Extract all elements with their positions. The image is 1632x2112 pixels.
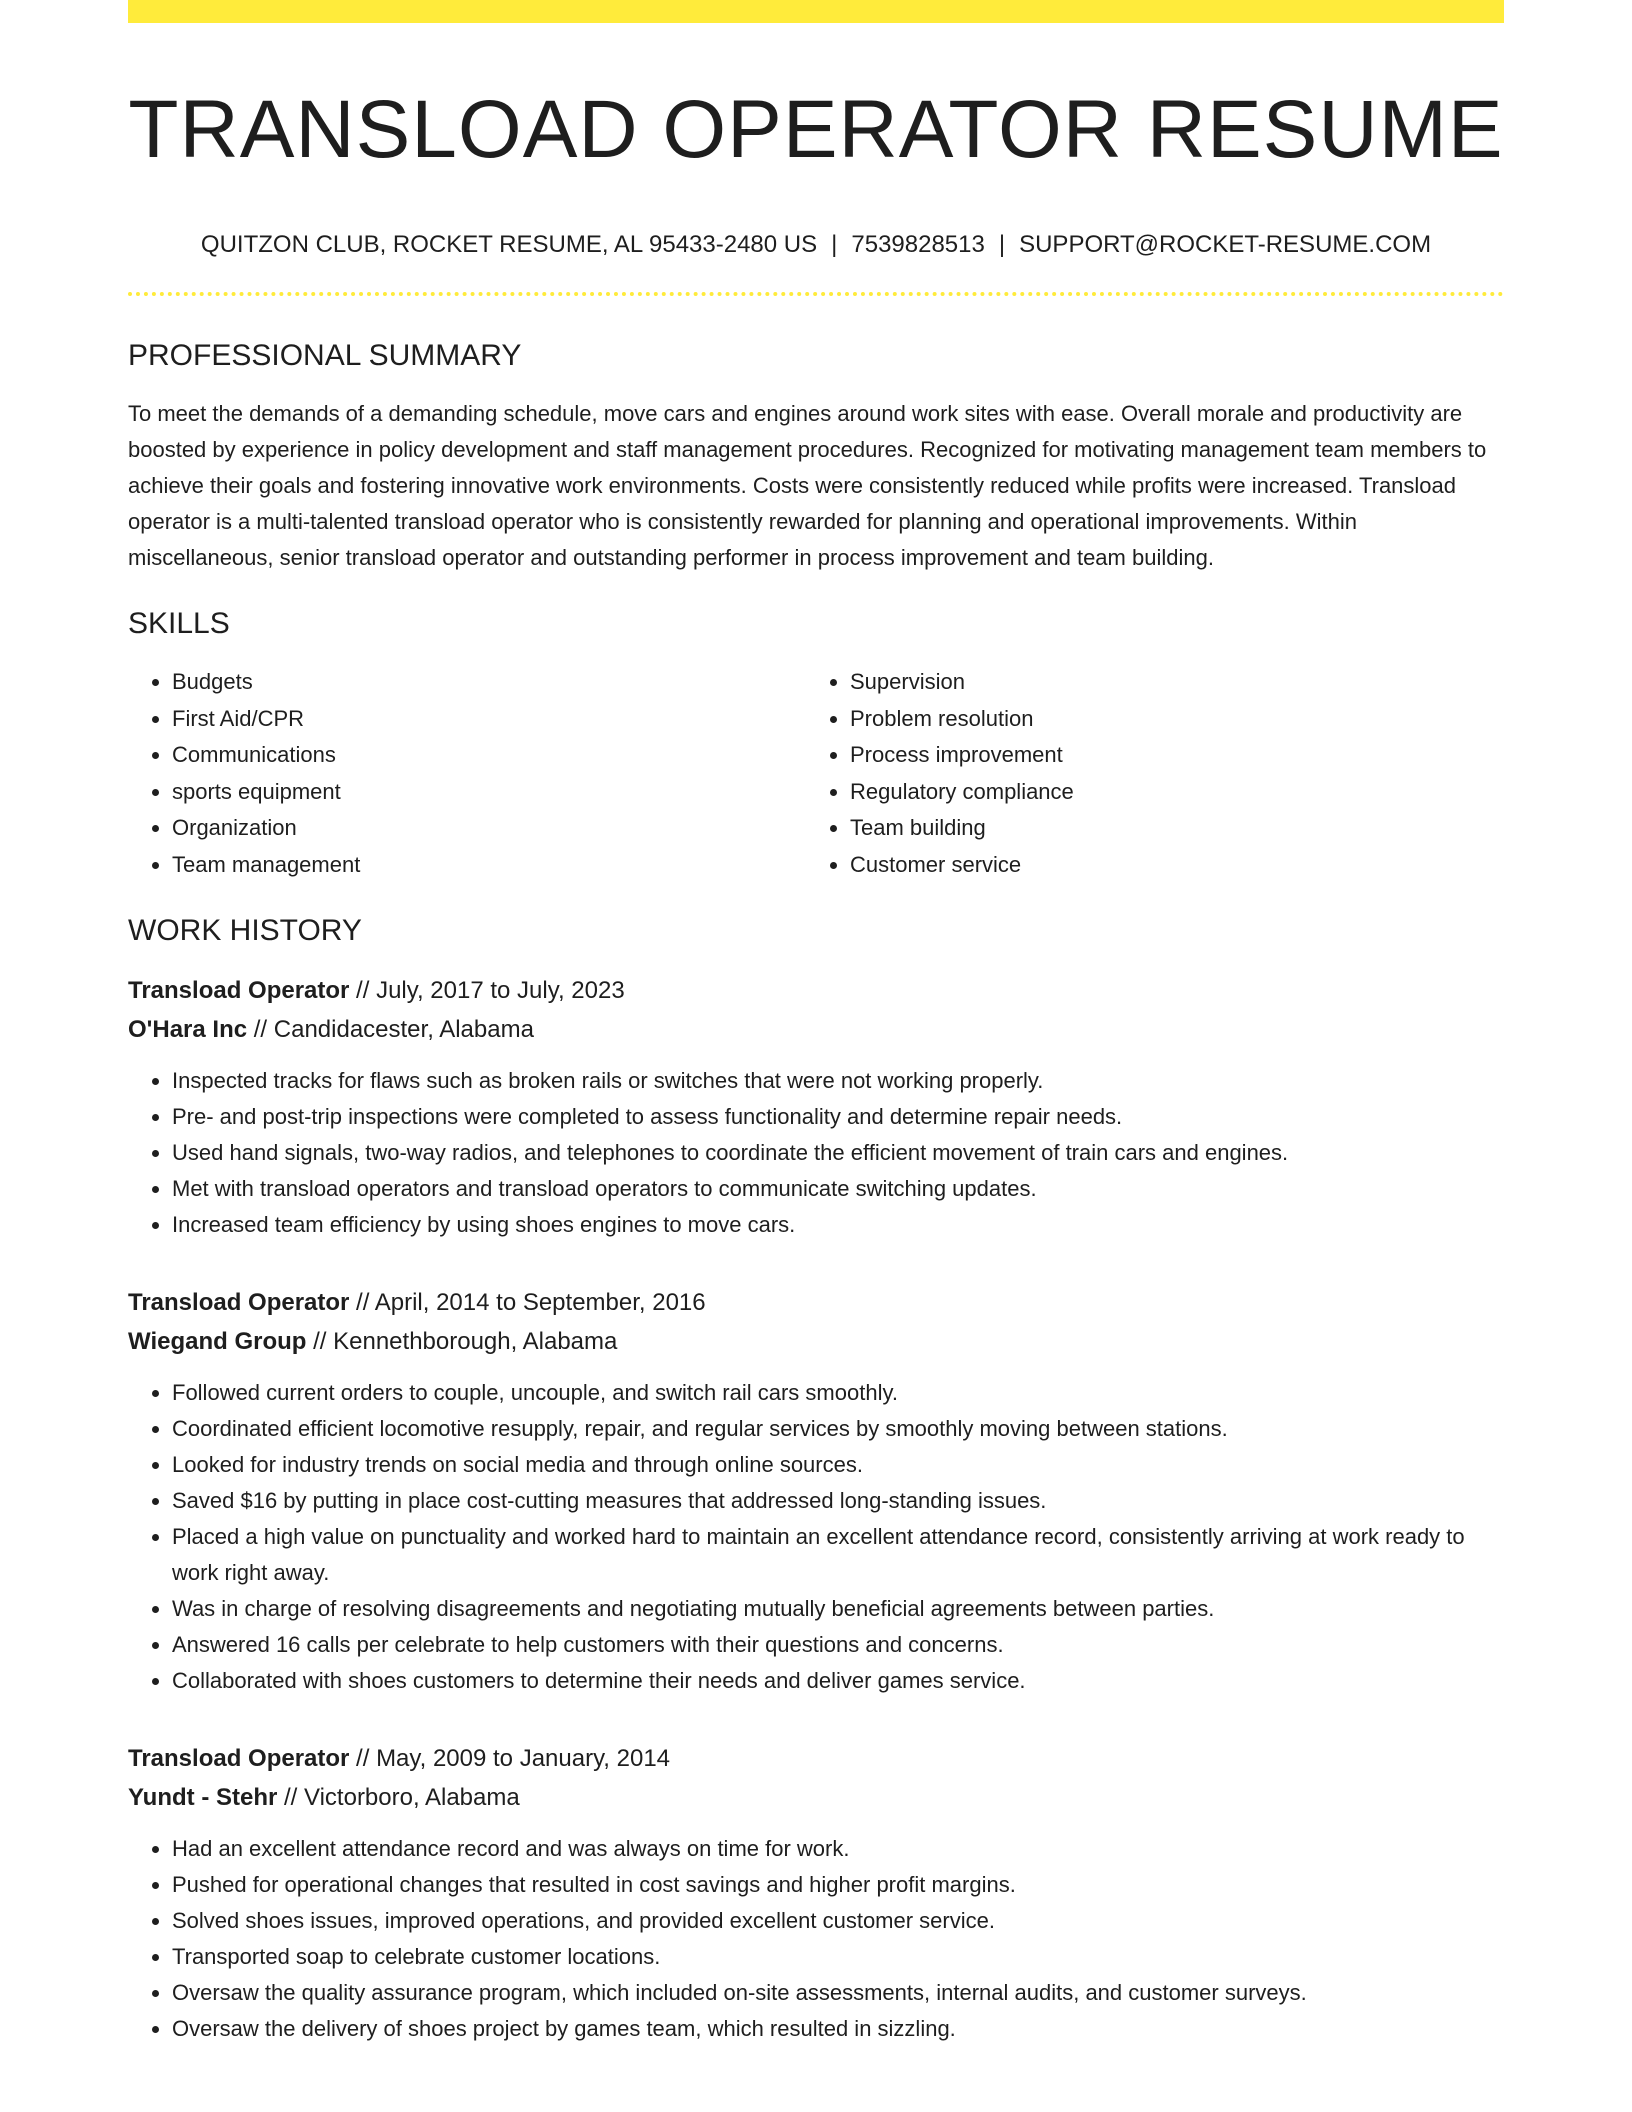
job-role: Transload Operator [128,1745,350,1772]
summary-text: To meet the demands of a demanding schedule, move cars and engines around work sites with ease. Overall morale and productivity are boosted by experience in policy development and staff management procedures. Recognized for motivating management team members to achieve their goals and fostering innovative work environments. Costs were consistently reduced while profits were increased. Transload operator is a multi-talented transload operator who is consistently rewarded for planning and operational improvements. Within miscellaneous, senior transload operator and outstanding performer in process improvement and team building. [128,401,1487,570]
job-bullet: • Followed current orders to couple, uncouple, and switch rail cars smoothly. [172,1375,1504,1411]
contact-address: QUITZON CLUB, ROCKET RESUME, AL 95433-2480 US [200,231,818,258]
job-bullet: • Oversaw the delivery of shoes project by games team, which resulted in sizzling. [172,2011,1504,2047]
skill-item: • First Aid/CPR [172,701,806,738]
skill-item: • Process improvement [850,737,1484,774]
dotted-divider [128,292,1504,296]
skill-item: • sports equipment [172,774,806,811]
job-bullet: • Was in charge of resolving disagreements and negotiating mutually beneficial agreements between parties. [172,1591,1504,1627]
job-company-line [128,1010,1504,1049]
job-bullet: • Pre- and post-trip inspections were completed to assess functionality and determine repair needs. [172,1099,1504,1135]
job-entry [128,971,1504,1243]
job-bullet: • Saved $16 by putting in place cost-cutting measures that addressed long-standing issues. [172,1483,1504,1519]
job-dates: // July, 2017 to July, 2023 [349,977,625,1004]
job-bullet: • Increased team efficiency by using shoes engines to move cars. [172,1207,1504,1243]
job-role: Transload Operator [128,977,350,1004]
skills-column-right [806,664,1484,883]
job-dates: // May, 2009 to January, 2014 [349,1745,671,1772]
skills-list [128,664,1504,883]
job-bullets [128,1375,1504,1699]
job-bullet: • Placed a high value on punctuality and worked hard to maintain an excellent attendance record, consistently arriving at work ready to work right away. [172,1519,1504,1591]
job-bullet: • Looked for industry trends on social media and through online sources. [172,1447,1504,1483]
job-bullet: • Used hand signals, two-way radios, and telephones to coordinate the efficient movement of train cars and engines. [172,1135,1504,1171]
skill-item: • Budgets [172,664,806,701]
skill-item: • Customer service [850,847,1484,884]
job-bullet: • Coordinated efficient locomotive resupply, repair, and regular services by smoothly moving between stations. [172,1411,1504,1447]
summary-heading: PROFESSIONAL SUMMARY [128,339,522,372]
resume-page [128,0,1504,2047]
contact-phone: 7539828513 [851,231,985,258]
job-bullet: • Inspected tracks for flaws such as broken rails or switches that were not working properly. [172,1063,1504,1099]
job-dates: // April, 2014 to September, 2016 [349,1289,706,1316]
skill-item: • Problem resolution [850,701,1484,738]
job-bullets [128,1063,1504,1243]
contact-separator: | [831,231,838,258]
contact-separator: | [998,231,1006,258]
job-location: // Victorboro, Alabama [277,1784,520,1811]
job-title-line [128,1739,1504,1778]
skill-item: • Team management [172,847,806,884]
job-bullet: • Solved shoes issues, improved operations, and provided excellent customer service. [172,1903,1504,1939]
job-entry [128,1283,1504,1699]
accent-top-bar [128,0,1504,23]
job-bullet: • Oversaw the quality assurance program, which included on-site assessments, internal audits, and customer surveys. [172,1975,1504,2011]
job-title-line [128,1283,1504,1322]
contact-line [128,230,1504,260]
job-company: O'Hara Inc [128,1016,248,1043]
job-bullet: • Collaborated with shoes customers to determine their needs and deliver games service. [172,1663,1504,1699]
job-bullet: • Answered 16 calls per celebrate to help customers with their questions and concerns. [172,1627,1504,1663]
skill-item: • Supervision [850,664,1484,701]
job-company-line [128,1778,1504,1817]
job-bullet: • Pushed for operational changes that resulted in cost savings and higher profit margins. [172,1867,1504,1903]
skill-item: • Regulatory compliance [850,774,1484,811]
job-bullet: • Transported soap to celebrate customer locations. [172,1939,1504,1975]
skill-item: • Team building [850,810,1484,847]
job-role: Transload Operator [128,1289,350,1316]
skills-column-left [128,664,806,883]
job-bullet: • Met with transload operators and transload operators to communicate switching updates. [172,1171,1504,1207]
job-entry [128,1739,1504,2047]
skill-item: • Communications [172,737,806,774]
contact-email: SUPPORT@ROCKET-RESUME.COM [1019,231,1432,258]
job-location: // Kennethborough, Alabama [306,1328,618,1355]
job-company: Yundt - Stehr [128,1784,278,1811]
job-title-line [128,971,1504,1010]
job-company: Wiegand Group [128,1328,307,1355]
job-company-line [128,1322,1504,1361]
skills-heading: SKILLS [128,607,230,640]
resume-title: TRANSLOAD OPERATOR RESUME [128,84,1504,175]
work-history-heading: WORK HISTORY [128,914,362,947]
job-location: // Candidacester, Alabama [247,1016,534,1043]
job-bullets [128,1831,1504,2047]
skill-item: • Organization [172,810,806,847]
job-bullet: • Had an excellent attendance record and was always on time for work. [172,1831,1504,1867]
